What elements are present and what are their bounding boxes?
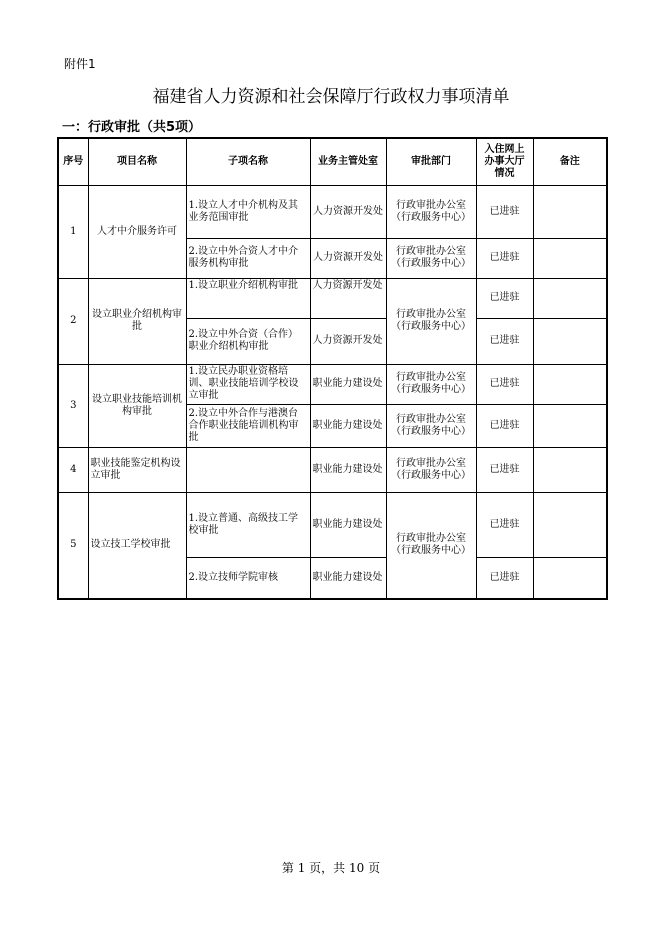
- row-dept: 行政审批办公室（行政服务中心）: [386, 278, 476, 364]
- table-header-row: [58, 138, 607, 185]
- row-office: 职业能力建设处: [310, 492, 386, 557]
- row-item: 设立职业技能培训机构审批: [88, 364, 186, 447]
- row-note: [533, 404, 607, 447]
- section-heading: 一：行政审批（共5项）: [62, 120, 202, 135]
- row-sub: 1.设立普通、高级技工学校审批: [186, 492, 310, 557]
- row-sub: [186, 447, 310, 492]
- row-note: [533, 447, 607, 492]
- row-hall: 已进驻: [476, 238, 533, 278]
- row-sub: 2.设立中外合资（合作）职业介绍机构审批: [186, 318, 310, 364]
- row-sub: 1.设立民办职业资格培训、职业技能培训学校设立审批: [186, 364, 310, 404]
- row-seq: 2: [58, 278, 88, 364]
- header-dept: 审批部门: [386, 138, 476, 185]
- row-hall: 已进驻: [476, 492, 533, 557]
- row-dept: 行政审批办公室（行政服务中心）: [386, 185, 476, 238]
- row-seq: 1: [58, 185, 88, 278]
- row-office: 人力资源开发处: [310, 318, 386, 364]
- row-note: [533, 557, 607, 599]
- row-note: [533, 492, 607, 557]
- row-office: 职业能力建设处: [310, 364, 386, 404]
- header-item: 项目名称: [88, 138, 186, 185]
- page-title: 福建省人力资源和社会保障厅行政权力事项清单: [152, 87, 510, 107]
- attachment-label: 附件1: [64, 57, 96, 71]
- header-hall-line2: 办事大厅: [484, 155, 525, 167]
- row-dept: 行政审批办公室（行政服务中心）: [386, 404, 476, 447]
- row-hall: 已进驻: [476, 278, 533, 318]
- header-seq: 序号: [58, 138, 88, 185]
- table-row: [58, 278, 607, 318]
- row-hall: 已进驻: [476, 447, 533, 492]
- header-hall-line3: 情况: [494, 167, 515, 179]
- row-hall: 已进驻: [476, 364, 533, 404]
- row-dept: 行政审批办公室（行政服务中心）: [386, 492, 476, 599]
- row-dept: 行政审批办公室（行政服务中心）: [386, 447, 476, 492]
- table-row: [58, 364, 607, 404]
- row-item: 职业技能鉴定机构设立审批: [88, 447, 186, 492]
- header-note: 备注: [533, 138, 607, 185]
- page-footer: 第 1 页，共 10 页: [281, 861, 381, 875]
- power-list-table: [57, 137, 608, 600]
- row-sub: 2.设立中外合资人才中介服务机构审批: [186, 238, 310, 278]
- row-note: [533, 238, 607, 278]
- row-office: 人力资源开发处: [310, 238, 386, 278]
- row-item: 人才中介服务许可: [88, 185, 186, 278]
- table-row: [58, 185, 607, 238]
- row-office: 职业能力建设处: [310, 447, 386, 492]
- row-seq: 5: [58, 492, 88, 599]
- header-hall: [476, 138, 533, 185]
- table-row: [58, 447, 607, 492]
- row-seq: 4: [58, 447, 88, 492]
- header-office: 业务主管处室: [310, 138, 386, 185]
- row-office: 人力资源开发处: [310, 185, 386, 238]
- row-office: 职业能力建设处: [310, 557, 386, 599]
- row-sub: 2.设立技师学院审核: [186, 557, 310, 599]
- row-hall: 已进驻: [476, 557, 533, 599]
- row-hall: 已进驻: [476, 404, 533, 447]
- row-dept: 行政审批办公室（行政服务中心）: [386, 238, 476, 278]
- row-item: 设立技工学校审批: [88, 492, 186, 599]
- header-hall-line1: 入住网上: [484, 143, 525, 155]
- row-seq: 3: [58, 364, 88, 447]
- row-sub: 2.设立中外合作与港澳台合作职业技能培训机构审批: [186, 404, 310, 447]
- row-item: 设立职业介绍机构审批: [88, 278, 186, 364]
- row-hall: 已进驻: [476, 318, 533, 364]
- row-office: 职业能力建设处: [310, 404, 386, 447]
- row-sub: 1.设立职业介绍机构审批: [186, 278, 310, 318]
- row-note: [533, 278, 607, 318]
- row-note: [533, 318, 607, 364]
- table-row: [58, 492, 607, 557]
- row-note: [533, 364, 607, 404]
- header-sub: 子项名称: [186, 138, 310, 185]
- row-sub: 1.设立人才中介机构及其业务范围审批: [186, 185, 310, 238]
- row-office: 人力资源开发处: [310, 278, 386, 318]
- row-dept: 行政审批办公室（行政服务中心）: [386, 364, 476, 404]
- row-note: [533, 185, 607, 238]
- row-hall: 已进驻: [476, 185, 533, 238]
